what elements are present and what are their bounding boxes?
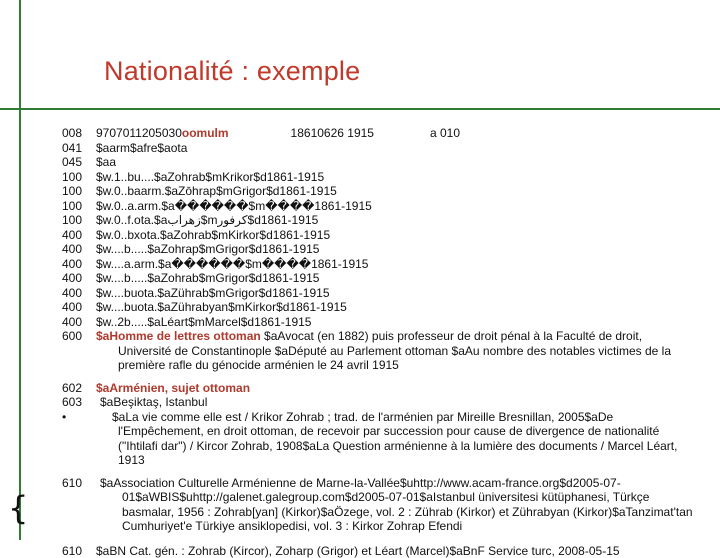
field-tag: 610 (62, 544, 96, 558)
field-603-row (62, 395, 702, 410)
field-value: $aa (96, 155, 702, 170)
note-line-1: $aLa vie comme elle est / Krikor Zohrab ; trad. de l'arménien par Mireille Bresnillan, 2005$aDe (112, 410, 702, 425)
frame-vertical-line (19, 0, 21, 540)
field-tag: 400 (62, 228, 96, 243)
field-tag: 041 (62, 141, 96, 156)
marc-field-row (62, 170, 702, 185)
slide-title: Nationalité : exemple (104, 56, 360, 87)
leader-dates: 18610626 1915 (291, 126, 374, 140)
field-tag: 400 (62, 242, 96, 257)
leader-prefix: 9707011205030 (96, 126, 182, 140)
field-value: $w.0..a.arm.$a������$m����1861-1915 (96, 199, 702, 214)
field-600-cont2: première rafle du génocide arménien le 24 avril 1915 (96, 358, 702, 373)
field-tag: 100 (62, 184, 96, 199)
field-value: $w.1..bu....$aZohrab$mKrikor$d1861-1915 (96, 170, 702, 185)
bullet-marker: • (62, 410, 96, 468)
marc-field-row (62, 213, 702, 228)
field-tag: 602 (62, 381, 96, 396)
field-tag: 603 (62, 395, 96, 410)
field-value: $w.0..bxota.$aZohrab$mKirkor$d1861-1915 (96, 228, 702, 243)
field-tag: 045 (62, 155, 96, 170)
field-610-line-3: basmalar, 1956 : Zohrab[yan] (Kirkor)$aÖzege, vol. 2 : Zührab (Kirkor) et Zührabyan (Kirkor)$aTanzimat'tan (100, 505, 702, 520)
field-610-line-2: 01$aWBIS$uhttp://galenet.galegroup.com$d2005-07-01$aIstanbul üniversitesi kütüphanesi, Türkçe (100, 490, 702, 505)
field-600-bold: $aHomme de lettres ottoman (96, 329, 261, 343)
marc-field-row (62, 228, 702, 243)
marc-field-row (62, 315, 702, 330)
field-602-row (62, 381, 702, 396)
marc-field-row (62, 141, 702, 156)
field-tag: 400 (62, 315, 96, 330)
leader-value (96, 126, 702, 141)
leader-suffix: a 010 (430, 126, 460, 140)
field-tag: 400 (62, 300, 96, 315)
field-603-value: $aBeşiktaş, Istanbul (96, 395, 702, 410)
field-value: $w....b.....$aZohrap$mGrigor$d1861-1915 (96, 242, 702, 257)
field-600-value (96, 329, 702, 373)
field-tag: 100 (62, 199, 96, 214)
frame-horizontal-line (0, 108, 720, 110)
field-600-text: $aAvocat (en 1882) puis professeur de droit pénal à la Faculté de droit, (261, 329, 642, 343)
note-row (62, 410, 702, 468)
leader-row (62, 126, 702, 141)
marc-field-row (62, 271, 702, 286)
field-tag: 100 (62, 170, 96, 185)
field-610-row (62, 544, 702, 558)
field-tag: 100 (62, 213, 96, 228)
leader-highlight: oomulm (182, 126, 229, 140)
field-610-value (96, 476, 702, 534)
field-610-line-1: $aAssociation Culturelle Arménienne de Marne-la-Vallée$uhttp://www.acam-france.org$d2005-07- (100, 476, 702, 491)
field-value: $w.0..baarm.$aZōhrap$mGrigor$d1861-1915 (96, 184, 702, 199)
field-value: $w....buota.$aZührab$mGrigor$d1861-1915 (96, 286, 702, 301)
field-tag: 400 (62, 271, 96, 286)
field-600-cont1: Université de Constantinople $aDéputé au Parlement ottoman $aAu nombre des notables victimes de la (96, 344, 702, 359)
field-tag: 610 (62, 476, 96, 534)
note-line-3: ("Ihtilafi dar") / Kircor Zohrab, 1908$aLa Question arménienne à la lumière des documents / Marcel Léart, (112, 439, 702, 454)
field-tag: 400 (62, 257, 96, 272)
marc-field-row (62, 199, 702, 214)
field-value: $aarm$afre$aota (96, 141, 702, 156)
field-value: $w....a.arm.$a������$m����1861-1915 (96, 257, 702, 272)
marc-field-row (62, 300, 702, 315)
marc-field-row (62, 242, 702, 257)
marc-field-row (62, 184, 702, 199)
marc-field-row (62, 286, 702, 301)
marc-field-row (62, 257, 702, 272)
field-602-value: $aArménien, sujet ottoman (96, 381, 702, 396)
field-tag: 600 (62, 329, 96, 373)
field-tag: 400 (62, 286, 96, 301)
field-tag: 008 (62, 126, 96, 141)
marc-record (62, 126, 702, 558)
field-610-row (62, 476, 702, 534)
field-value: $w....b.....$aZohrab$mGrigor$d1861-1915 (96, 271, 702, 286)
note-line-4: 1913 (112, 453, 702, 468)
field-value: $w....buota.$aZührabyan$mKirkor$d1861-1915 (96, 300, 702, 315)
note-line-2: l'Empêchement, en droit ottoman, de recevoir par succession pour cause de divergence de nationalité (112, 424, 702, 439)
brace-icon: { (8, 492, 22, 526)
field-value: $w.0..f.ota.$aزهراب$mكرفور$d1861-1915 (96, 213, 702, 228)
field-610b-value: $aBN Cat. gén. : Zohrab (Kircor), Zoharp (Grigor) et Léart (Marcel)$aBnF Service turc, 2008-05-15 (96, 544, 702, 558)
marc-field-row (62, 155, 702, 170)
field-value: $w..2b.....$aLéart$mMarcel$d1861-1915 (96, 315, 702, 330)
field-600-row (62, 329, 702, 373)
field-610-line-4: Cumhuriyet'e Türkiye ansiklopedisi, vol. 3 : Kirkor Zohrap Efendi (100, 519, 702, 534)
note-value (96, 410, 702, 468)
